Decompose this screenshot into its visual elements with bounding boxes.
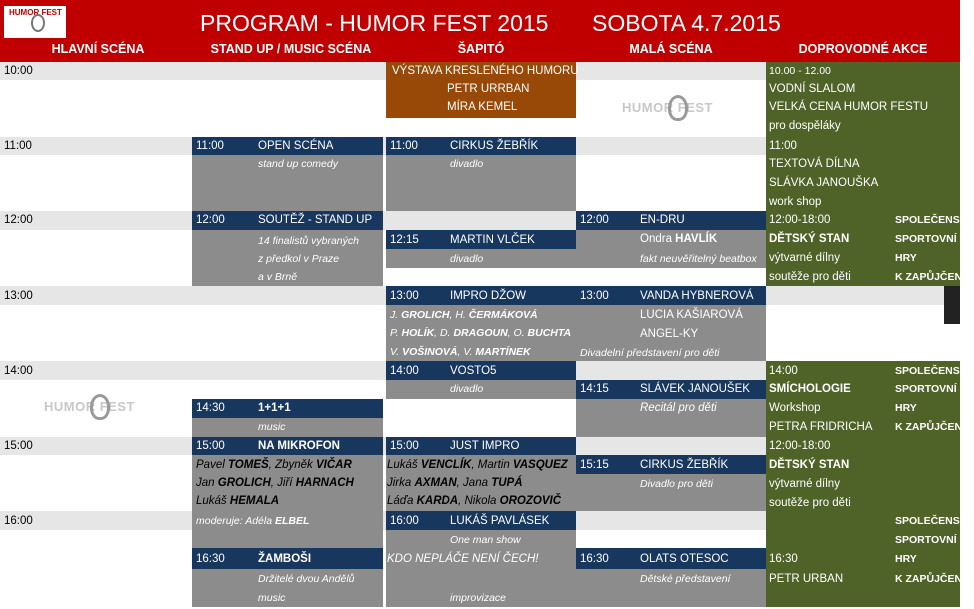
rabbit-icon <box>668 95 688 121</box>
event-title: SLÁVEK JANOUŠEK <box>640 383 750 395</box>
games-label: SPORTOVNÍ <box>895 534 957 546</box>
event-time: 14:15 <box>580 383 609 395</box>
event-subtitle: divadlo <box>450 383 484 395</box>
event-title: VOSTO5 <box>450 365 497 377</box>
venue-hlavni: HLAVNÍ SCÉNA <box>51 42 145 56</box>
event-subtitle: SLÁVKA JANOUŠKA <box>769 177 879 189</box>
event-time: 16:00 <box>390 515 419 527</box>
event-subtitle: a v Brně <box>258 271 298 283</box>
event-time: 12:00 <box>196 214 225 226</box>
event-subtitle: improvizace <box>450 592 507 604</box>
event-title: DĚTSKÝ STAN <box>769 459 850 471</box>
event-title: JUST IMPRO <box>450 440 520 452</box>
event-title: EN-DRU <box>640 214 685 226</box>
event-artist: MÍRA KEMEL <box>447 101 518 113</box>
event-title: ŽAMBOŠI <box>258 553 312 565</box>
time-label: 10:00 <box>4 65 33 77</box>
event-subtitle: work shop <box>769 196 822 208</box>
games-label: SPORTOVNÍ <box>895 383 957 395</box>
event-title: KDO NEPLÁČE NENÍ ČECH! <box>387 553 539 565</box>
rabbit-icon <box>90 394 110 420</box>
event-time: 16:30 <box>769 553 798 565</box>
event-subtitle: stand up comedy <box>258 158 338 170</box>
dark-edge <box>944 286 960 324</box>
event-subtitle: Workshop <box>769 402 821 414</box>
event-subtitle: Recitál pro děti <box>640 402 717 414</box>
event-subtitle: výtvarné dílny <box>769 478 840 490</box>
event-time: 15:00 <box>390 440 419 452</box>
time-label: 11:00 <box>4 140 32 152</box>
games-label: K ZAPŮJČENÍ <box>895 573 966 585</box>
event-title: OLATS OTESOC <box>640 553 729 565</box>
event-artist: Ondra HAVLÍK <box>640 233 718 245</box>
event-artist: ANGEL-KY <box>640 328 699 340</box>
performer-line: Jan GROLICH, Jiří HARNACH <box>196 477 354 489</box>
event-title: VANDA HYBNEROVÁ <box>640 290 754 302</box>
event-title: SMÍCHOLOGIE <box>769 383 851 395</box>
event-time: 15:15 <box>580 459 609 471</box>
event-subtitle: VELKÁ CENA HUMOR FESTU <box>769 101 929 113</box>
venue-standup: STAND UP / MUSIC SCÉNA <box>210 42 372 56</box>
time-label: 16:00 <box>4 515 33 527</box>
time-label: 13:00 <box>4 290 33 302</box>
event-title: VODNÍ SLALOM <box>769 83 856 95</box>
games-label: K ZAPŮJČENÍ <box>895 271 966 283</box>
event-title: OPEN SCÉNA <box>258 140 334 152</box>
venue-doprovodne: DOPROVODNÉ AKCE <box>798 42 928 56</box>
event-title: DĚTSKÝ STAN <box>769 233 850 245</box>
event-subtitle: divadlo <box>450 158 484 170</box>
moderator-line: moderuje: Adéla ELBEL <box>196 515 310 527</box>
rabbit-icon <box>31 14 45 32</box>
event-time: 11:00 <box>769 140 797 152</box>
header-bar <box>0 0 960 62</box>
event-subtitle: Divadlo pro děti <box>640 478 713 490</box>
event-subtitle: výtvarné dílny <box>769 252 840 264</box>
watermark-logo: HUMOR FEST <box>622 100 713 115</box>
performer-line: Láďa KARDA, Nikola OROZOVIČ <box>387 495 562 507</box>
event-time: 12:00-18:00 <box>769 214 831 226</box>
event-subtitle: z předkol v Praze <box>258 253 340 265</box>
event-title: VÝSTAVA KRESLENÉHO HUMORU <box>392 65 579 77</box>
event-title: 1+1+1 <box>258 402 291 414</box>
event-subtitle: Divadelní představení pro děti <box>580 347 720 359</box>
event-subtitle: music <box>258 592 286 604</box>
games-label: SPOLEČENSKÉ <box>895 515 974 527</box>
logo-text: HUMOR FEST <box>9 8 62 17</box>
event-subtitle: Dětské představení <box>640 573 731 585</box>
time-label: 14:00 <box>4 365 33 377</box>
event-subtitle: PETRA FRIDRICHA <box>769 421 873 433</box>
event-time: 13:00 <box>580 290 609 302</box>
event-time: 11:00 <box>196 140 224 152</box>
performer-line: Pavel TOMEŠ, Zbyněk VIČAR <box>196 459 352 471</box>
humor-fest-logo <box>4 6 66 38</box>
time-label: 12:00 <box>4 214 33 226</box>
event-time: 11:00 <box>390 140 418 152</box>
event-subtitle: soutěže pro děti <box>769 271 851 283</box>
event-title: CIRKUS ŽEBŘÍK <box>640 459 729 471</box>
performer-line: Jirka AXMAN, Jana TUPÁ <box>387 477 523 489</box>
event-title: LUKÁŠ PAVLÁSEK <box>450 515 550 527</box>
performer-line: Lukáš HEMALA <box>196 495 280 507</box>
event-time: 14:00 <box>390 365 419 377</box>
games-label: K ZAPŮJČENÍ <box>895 421 966 433</box>
event-time: 16:30 <box>580 553 609 565</box>
event-subtitle: music <box>258 421 286 433</box>
event-title: TEXTOVÁ DÍLNA <box>769 158 860 170</box>
event-time: 12:15 <box>390 234 419 246</box>
event-artist: PETR URRBAN <box>447 83 530 95</box>
event-time: 14:00 <box>769 365 798 377</box>
venue-sapito: ŠAPITÓ <box>457 42 505 56</box>
event-time: 15:00 <box>196 440 225 452</box>
event-title: IMPRO DŽOW <box>450 290 527 302</box>
games-label: SPOLEČENSKÉ <box>895 214 974 226</box>
event-time: 12:00-18:00 <box>769 440 831 452</box>
event-subtitle: soutěže pro děti <box>769 497 851 509</box>
event-subtitle: fakt neuvěřitelný beatbox <box>640 253 757 265</box>
performer-line: J. GROLICH, H. ČERMÁKOVÁ <box>390 309 538 321</box>
event-title: MARTIN VLČEK <box>450 234 535 246</box>
event-title: CIRKUS ŽEBŘÍK <box>450 140 539 152</box>
event-subtitle: One man show <box>450 534 521 546</box>
games-label: HRY <box>895 402 917 414</box>
games-label: HRY <box>895 252 917 264</box>
event-time: 13:00 <box>390 290 419 302</box>
block-jedna <box>192 418 383 437</box>
event-artist: LUCIA KAŠIAROVÁ <box>640 309 743 321</box>
watermark-logo: HUMOR FEST <box>44 399 135 414</box>
games-label: SPOLEČENSKÉ <box>895 365 974 377</box>
event-title: PETR URBAN <box>769 573 844 585</box>
event-subtitle: pro dospěláky <box>769 120 841 132</box>
event-title: NA MIKROFON <box>258 440 340 452</box>
time-label: 15:00 <box>4 440 33 452</box>
event-subtitle: Držitelé dvou Andělů <box>258 573 355 585</box>
event-time: 12:00 <box>580 214 609 226</box>
date-title: SOBOTA 4.7.2015 <box>592 10 781 36</box>
event-time: 16:30 <box>196 553 225 565</box>
performer-line: Lukáš VENCLÍK, Martin VASQUEZ <box>387 459 568 471</box>
event-subtitle: divadlo <box>450 253 484 265</box>
performer-line: P. HOLÍK, D. DRAGOUN, O. BUCHTA <box>390 327 572 339</box>
event-subtitle: 14 finalistů vybraných <box>258 235 359 247</box>
venue-mala: MALÁ SCÉNA <box>629 42 713 56</box>
games-label: HRY <box>895 553 917 565</box>
program-title: PROGRAM - HUMOR FEST 2015 <box>200 10 549 36</box>
performer-line: V. VOŠINOVÁ, V. MARTÍNEK <box>390 346 531 358</box>
games-label: SPORTOVNÍ <box>895 233 957 245</box>
event-time: 10.00 - 12.00 <box>769 65 831 77</box>
event-title: SOUTĚŽ - STAND UP <box>258 214 373 226</box>
event-time: 14:30 <box>196 402 225 414</box>
